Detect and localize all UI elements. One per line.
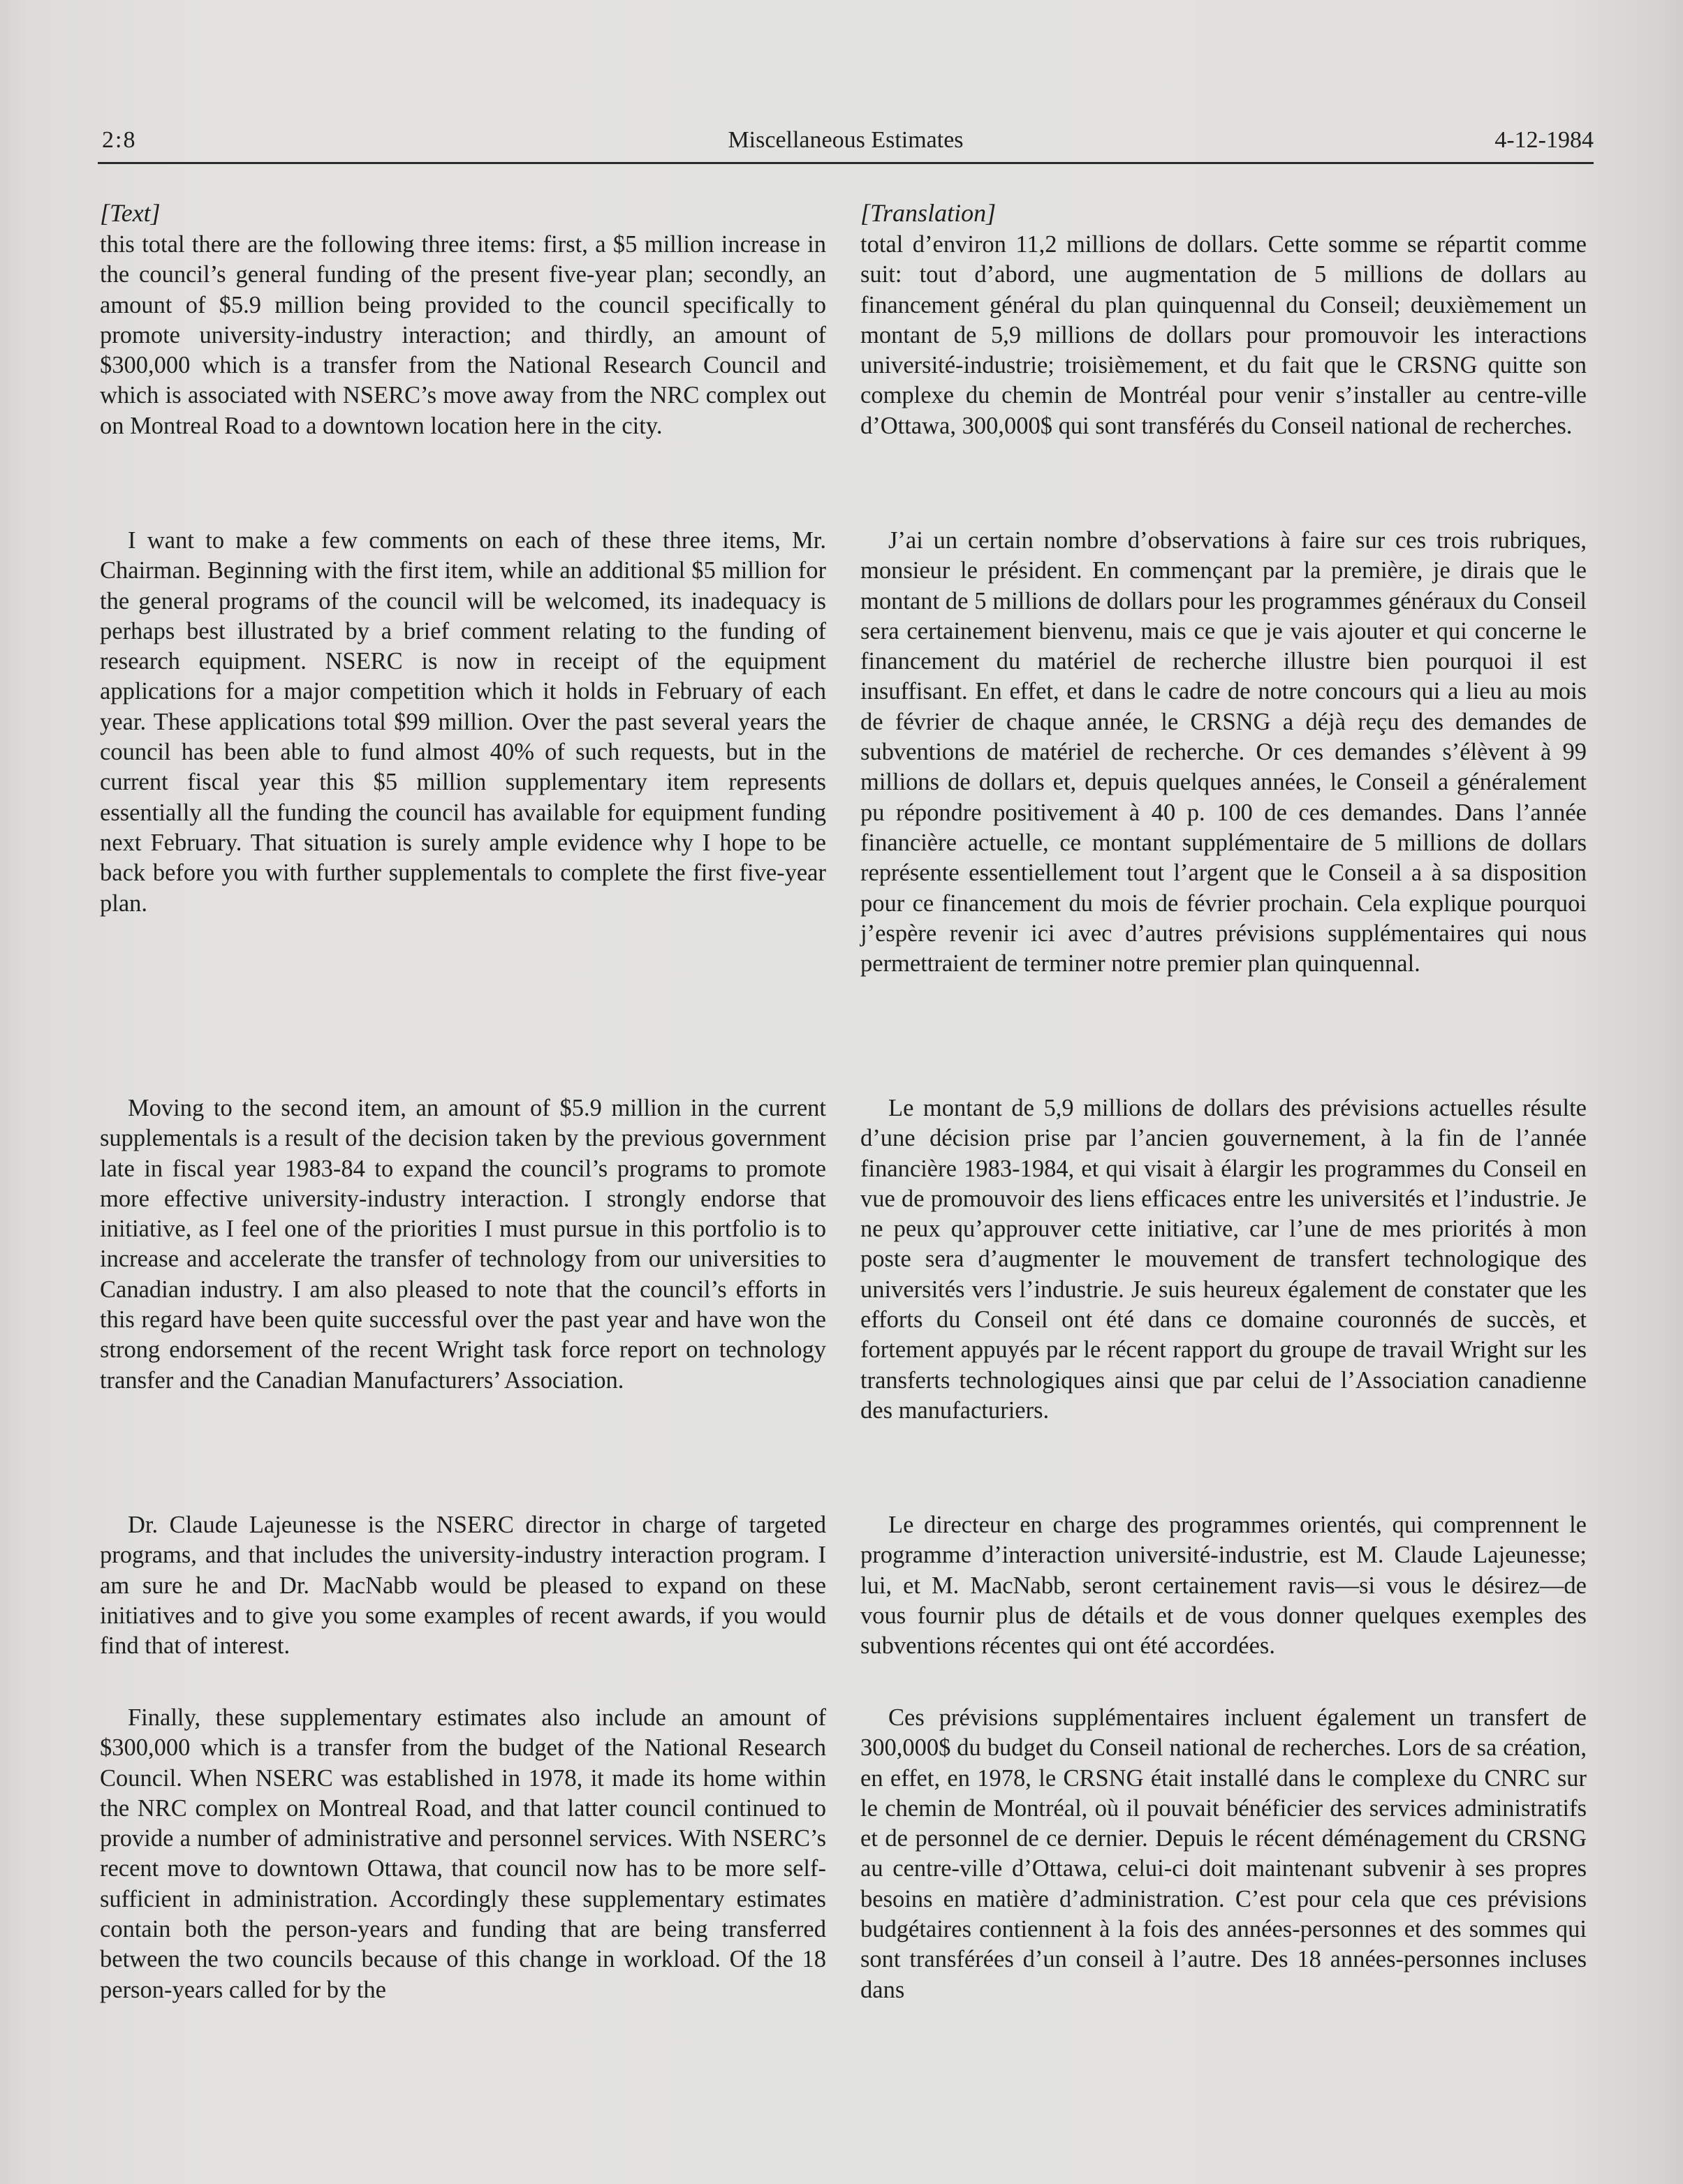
english-paragraph-3: Moving to the second item, an amount of $5.9 million in the current supplementals is a result of the decision taken by the previous government late in fiscal year 1983-84 to expand the council’s programs to promote more effective university-industry interaction. I strongly endorse that initiative, as I feel one of the priorities I must pursue in this portfolio is to increase and accelerate the transfer of technology from our universities to Canadian industry. I am also pleased to note that the council’s efforts in this regard have been quite successful over the past year and have won the strong endorsement of the recent Wright task force report on technology transfer and the Canadian Manufacturers’ Association. — [100, 1095, 826, 1394]
english-column — [100, 198, 826, 2003]
french-paragraph-5: Ces prévisions supplémentaires incluent également un transfert de 300,000$ du budget du Conseil national de recherches. Lors de sa création, en effet, en 1978, le CRSNG était installé dans le complexe du CNRC sur le chemin de Montréal, où il pouvait bénéficier des services administratifs et de personnel de ce dernier. Depuis le récent déménagement du CRSNG au centre-ville d’Ottawa, celui-ci doit maintenant subvenir à ses propres besoins en matière d’administration. C’est pour cela que ces prévisions budgétaires contiennent à la fois des années-personnes et des sommes qui sont transférées d’un conseil à l’autre. Des 18 années-personnes incluses dans — [860, 1704, 1587, 2003]
column-label-translation: [Translation] — [860, 199, 997, 227]
french-paragraph-4: Le directeur en charge des programmes orientés, qui comprennent le programme d’interaction université-industrie, est M. Claude Lajeunesse; lui, et M. MacNabb, seront certainement ravis—si vous le désirez—de vous fournir plus de détails et de vous donner quelques exemples des subventions récentes qui ont été accordées. — [860, 1512, 1587, 1660]
column-label-text: [Text] — [100, 199, 161, 227]
french-paragraph-3: Le montant de 5,9 millions de dollars des prévisions actuelles résulte d’une décision prise par l’ancien gouvernement, à la fin de l’année financière 1983-1984, et qui visait à élargir les programmes du Conseil en vue de promouvoir des liens efficaces entre les universités et l’industrie. Je ne peux qu’approuver cette initiative, car l’une de mes priorités à mon poste sera d’augmenter le mouvement de transfert technologique des universités vers l’industrie. Je suis heureux également de constater que les efforts du Conseil ont été dans ce domaine couronnés de succès, et fortement appuyés par le récent rapport du groupe de travail Wright sur les transferts technologiques ainsi que par celui de l’Association canadienne des manufacturiers. — [860, 1095, 1587, 1424]
english-paragraph-1: this total there are the following three items: first, a $5 million increase in the council’s general funding of the present five-year plan; secondly, an amount of $5.9 million being provided to the council specifically to promote university-industry interaction; and thirdly, an amount of $300,000 which is a transfer from the National Research Council and which is associated with NSERC’s move away from the NRC complex out on Montreal Road to a downtown location here in the city. — [100, 231, 826, 439]
english-paragraph-2: I want to make a few comments on each of these three items, Mr. Chairman. Beginning with the first item, while an additional $5 million for the general programs of the council will be welcomed, its inadequacy is perhaps best illustrated by a brief comment relating to the funding of research equipment. NSERC is now in receipt of the equipment applications for a major competition which it holds in February of each year. These applications total $99 million. Over the past several years the council has been able to fund almost 40% of such requests, but in the current fiscal year this $5 million supplementary item represents essentially all the funding the council has available for equipment funding next February. That situation is surely ample evidence why I hope to be back before you with further supplementals to complete the first five-year plan. — [100, 527, 826, 917]
english-paragraph-5: Finally, these supplementary estimates also include an amount of $300,000 which is a transfer from the budget of the National Research Council. When NSERC was established in 1978, it made its home within the NRC complex on Montreal Road, and that latter council continued to provide a number of administrative and personnel services. With NSERC’s recent move to downtown Ottawa, that council now has to be more self-sufficient in administration. Accordingly these supplementary estimates contain both the person-years and funding that are being transferred between the two councils because of this change in workload. Of the 18 person-years called for by the — [100, 1704, 826, 2003]
french-column — [860, 198, 1587, 2003]
french-paragraph-1: total d’environ 11,2 millions de dollars. Cette somme se répartit comme suit: tout d’abord, une augmentation de 5 millions de dollars au financement général du plan quinquennal du Conseil; deuxièmement un montant de 5,9 millions de dollars pour promouvoir les interactions université-industrie; troisièmement, et du fait que le CRSNG quitte son complexe du chemin de Montréal pour venir s’installer au centre-ville d’Ottawa, 300,000$ qui sont transférés du Conseil national de recherches. — [860, 231, 1587, 439]
page-date: 4-12-1984 — [1494, 127, 1594, 153]
page-title: Miscellaneous Estimates — [728, 127, 964, 153]
english-paragraph-4: Dr. Claude Lajeunesse is the NSERC director in charge of targeted programs, and that includes the university-industry interaction program. I am sure he and Dr. MacNabb would be pleased to expand on these initiatives and to give you some examples of recent awards, if you would find that of interest. — [100, 1512, 826, 1660]
page-number: 2:8 — [102, 127, 137, 153]
french-paragraph-2: J’ai un certain nombre d’observations à faire sur ces trois rubriques, monsieur le président. En commençant par la première, je dirais que le montant de 5 millions de dollars pour les programmes généraux du Conseil sera certainement bienvenu, mais ce que je vais ajouter et qui concerne le financement du matériel de recherche illustre bien pourquoi il est insuffisant. En effet, et dans le cadre de notre concours qui a lieu au mois de février de chaque année, le CRSNG a déjà reçu des demandes de subventions de matériel de recherche. Or ces demandes s’élèvent à 99 millions de dollars et, depuis quelques années, le Conseil a généralement pu répondre positivement à 40 p. 100 de ces demandes. Dans l’année financière actuelle, ce montant supplémentaire de 5 millions de dollars représente essentiellement tout l’argent que le Conseil a à sa disposition pour ce financement du mois de février prochain. Cela explique pourquoi j’espère revenir ici avec d’autres prévisions supplémentaires qui nous permettraient de terminer notre premier plan quinquennal. — [860, 527, 1587, 977]
page-header — [98, 123, 1594, 164]
